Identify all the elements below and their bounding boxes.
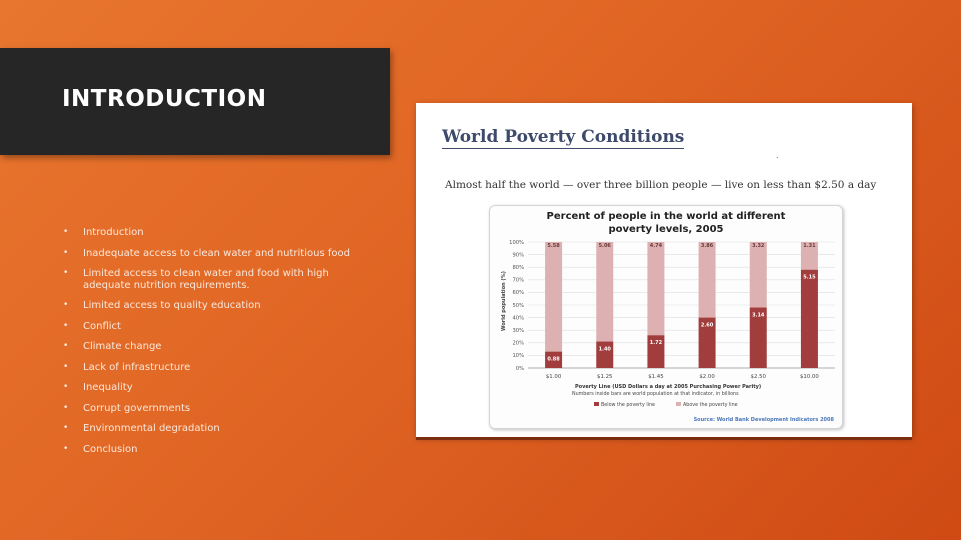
bullet-item bbox=[63, 300, 363, 312]
y-tick-label: 0% bbox=[515, 365, 524, 372]
data-label-below: 5.15 bbox=[803, 274, 816, 281]
bar-chart bbox=[490, 206, 842, 428]
y-tick-label: 20% bbox=[512, 340, 524, 347]
slide-title: INTRODUCTION bbox=[62, 86, 267, 112]
bullet-icon: • bbox=[63, 247, 69, 258]
bullet-list bbox=[63, 227, 363, 464]
x-tick-label: $10.00 bbox=[799, 374, 819, 380]
bullet-text: Lack of infrastructure bbox=[83, 361, 191, 373]
bullet-icon: • bbox=[63, 361, 69, 372]
data-label-below: 1.40 bbox=[598, 346, 611, 353]
bullet-item bbox=[63, 382, 363, 394]
data-label-above: 3.32 bbox=[752, 243, 765, 249]
data-label-below: 2.60 bbox=[700, 322, 714, 329]
bullet-text: Limited access to quality education bbox=[83, 300, 261, 311]
bullet-text: Climate change bbox=[83, 341, 162, 352]
bullet-item bbox=[63, 268, 363, 291]
bullet-icon: • bbox=[63, 300, 69, 310]
bar-above bbox=[545, 242, 562, 352]
y-tick-label: 80% bbox=[512, 265, 524, 271]
bullet-item bbox=[63, 423, 363, 435]
data-label-above: 5.06 bbox=[598, 243, 611, 249]
image-subheading: Almost half the world — over three billion people — live on less than $2.50 a day bbox=[445, 179, 877, 191]
bullet-item bbox=[63, 362, 363, 374]
bullet-text: Environmental degradation bbox=[83, 423, 220, 434]
bullet-icon: • bbox=[63, 341, 69, 351]
data-label-below: 0.88 bbox=[547, 356, 560, 363]
data-label-below: 1.72 bbox=[649, 340, 663, 347]
bar-above bbox=[750, 242, 767, 308]
bullet-item bbox=[63, 248, 363, 260]
bullet-text: Conclusion bbox=[83, 443, 138, 455]
bullet-text: Inadequate access to clean water and nutritious food bbox=[83, 247, 350, 259]
bullet-icon: • bbox=[63, 227, 69, 237]
legend-label-above: Above the poverty line bbox=[683, 403, 738, 408]
legend-swatch-below bbox=[594, 402, 599, 406]
bullet-icon: • bbox=[63, 443, 69, 454]
chart-source: Source: World Bank Development Indicators 2008 bbox=[693, 417, 834, 423]
x-tick-label: $1.25 bbox=[597, 374, 613, 380]
bar-above bbox=[699, 242, 716, 318]
data-label-above: 1.31 bbox=[803, 243, 816, 249]
x-tick-label: $1.45 bbox=[648, 374, 664, 380]
chart-legend bbox=[594, 402, 738, 408]
bar-above bbox=[596, 242, 613, 342]
poverty-chart-image bbox=[416, 103, 912, 437]
bullet-item bbox=[63, 227, 363, 239]
chart-title-line1: Percent of people in the world at different bbox=[546, 211, 786, 222]
bullet-icon: • bbox=[63, 320, 69, 331]
data-label-above: 3.86 bbox=[700, 243, 714, 249]
bullet-text: Corrupt governments bbox=[83, 402, 191, 414]
bar-below bbox=[801, 270, 818, 368]
x-tick-label: $1.00 bbox=[545, 374, 562, 380]
bullet-item bbox=[63, 403, 363, 415]
y-tick-label: 100% bbox=[509, 239, 524, 246]
bullet-text: Conflict bbox=[83, 320, 121, 332]
bar-below bbox=[596, 342, 613, 368]
bar-above bbox=[647, 242, 664, 335]
y-tick-label: 10% bbox=[512, 353, 524, 360]
x-tick-label: $2.50 bbox=[750, 374, 766, 380]
y-tick-label: 40% bbox=[512, 315, 524, 322]
chart-note: Numbers inside bars are world population at that indicator, in billions bbox=[572, 392, 739, 397]
y-tick-label: 30% bbox=[512, 328, 524, 334]
bullet-text: Limited access to clean water and food with high adequate nutrition requirements. bbox=[83, 268, 329, 291]
bullet-text: Inequality bbox=[83, 382, 133, 393]
bullet-item bbox=[63, 341, 363, 353]
data-label-below: 3.14 bbox=[752, 312, 765, 319]
bullet-item bbox=[63, 444, 363, 456]
chart-bars bbox=[545, 242, 819, 380]
x-tick-label: $2.00 bbox=[699, 374, 715, 380]
bullet-icon: • bbox=[63, 268, 69, 278]
chart-title-line2: poverty levels, 2005 bbox=[608, 224, 724, 235]
bullet-icon: • bbox=[63, 423, 69, 433]
bullet-icon: • bbox=[63, 382, 69, 392]
chart-xlabel: Poverty Line (USD Dollars a day at 2005 Purchasing Power Parity) bbox=[575, 384, 762, 390]
image-heading: World Poverty Conditions bbox=[442, 127, 685, 147]
bullet-item bbox=[63, 321, 363, 333]
data-label-above: 5.58 bbox=[547, 243, 560, 249]
legend-label-below: Below the poverty line bbox=[601, 403, 655, 408]
data-label-above: 4.74 bbox=[649, 243, 663, 249]
bullet-icon: • bbox=[63, 402, 69, 413]
bullet-text: Introduction bbox=[83, 227, 144, 238]
y-tick-label: 60% bbox=[512, 290, 524, 297]
chart-panel bbox=[489, 205, 843, 429]
y-tick-label: 90% bbox=[512, 252, 524, 259]
image-dot: . bbox=[776, 151, 779, 160]
legend-swatch-above bbox=[676, 402, 681, 406]
y-tick-label: 70% bbox=[512, 277, 524, 284]
y-tick-label: 50% bbox=[512, 302, 524, 309]
chart-ylabel: World population (%) bbox=[501, 271, 507, 331]
